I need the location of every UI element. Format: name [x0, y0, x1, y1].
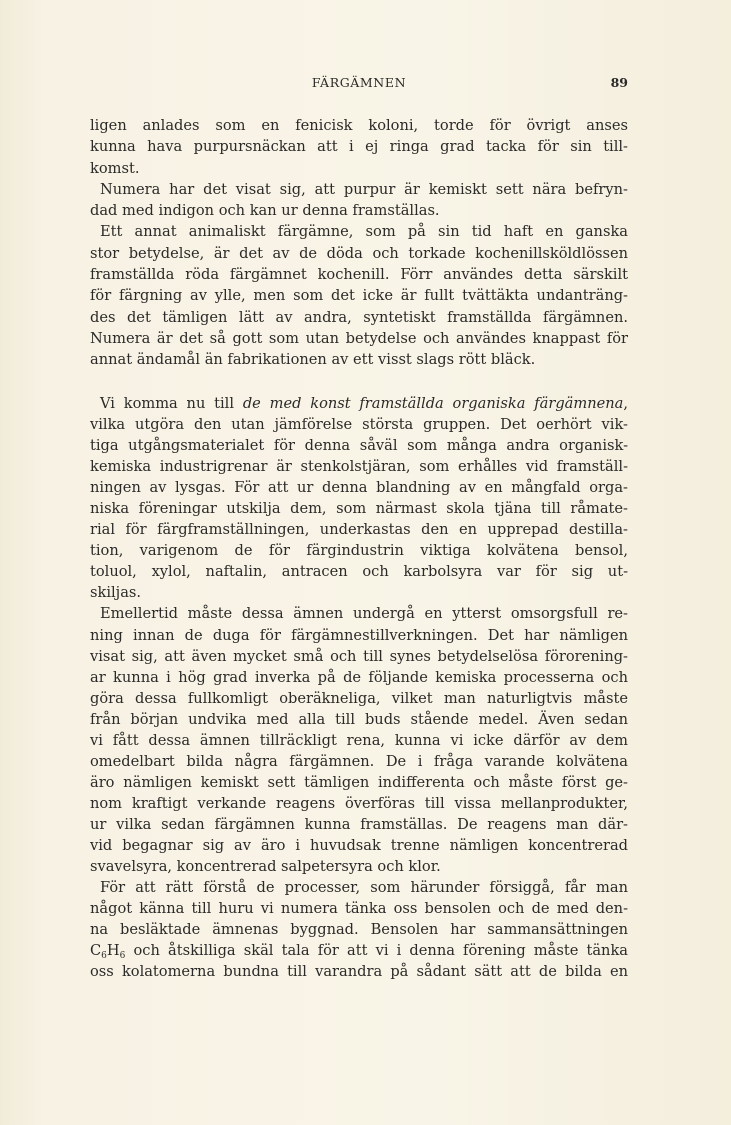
line-text: svavelsyra, koncentrerad salpetersyra och klor. [90, 858, 441, 876]
text-line [90, 667, 628, 688]
line-text: göra dessa fullkomligt oberäkneliga, vilket man naturligtvis måste [90, 689, 628, 707]
line-text: vid begagnar sig av äro i huvudsak trenne nämligen koncentrerad [90, 836, 628, 854]
line-text: Ett annat animaliskt färgämne, som på sin tid haft en ganska [100, 223, 628, 241]
text-line [90, 179, 628, 200]
text-line [90, 688, 628, 709]
text-line [90, 414, 628, 435]
line-text: toluol, xylol, naftalin, antracen och karbolsyra var för sig ut- [90, 563, 628, 581]
line-text: Emellertid måste dessa ämnen undergå en ytterst omsorgsfull re- [100, 605, 628, 623]
line-text: framställda röda färgämnet kochenill. Förr användes detta särskilt [90, 266, 628, 284]
text-line [90, 349, 628, 370]
text-line [90, 264, 628, 285]
line-text: för färgning av ylle, men som det icke är fullt tvättäkta undanträng- [90, 287, 628, 305]
line-text: H [106, 942, 120, 960]
text-line [90, 393, 628, 414]
text-line [90, 498, 628, 519]
text-line [90, 136, 628, 157]
subscript: 6 [101, 951, 107, 962]
line-text: dad med indigon och kan ur denna framställas. [90, 202, 440, 220]
line-text: Vi komma nu till [100, 395, 243, 412]
text-line [90, 625, 628, 646]
line-text: kunna hava purpursnäckan att i ej ringa grad tacka för sin till- [90, 138, 628, 156]
line-text: skiljas. [90, 584, 142, 602]
line-text: oss kolatomerna bundna till varandra på sådant sätt att de bilda en [90, 963, 628, 981]
line-text: och åtskilliga skäl tala för att vi i denna förening måste tänka [125, 942, 628, 960]
text-line [90, 919, 628, 940]
line-text: rial för färgframställningen, underkastas den en upprepad destilla- [90, 521, 628, 539]
line-text: niska föreningar utskilja dem, som närmast skola tjäna till råmate- [90, 500, 628, 518]
text-line [90, 519, 628, 540]
line-text: vilka utgöra den utan jämförelse största gruppen. Det oerhört vik- [90, 416, 628, 434]
line-text: kemiska industrigrenar är stenkolstjäran, som erhålles vid framställ- [90, 458, 628, 476]
text-line [90, 115, 628, 136]
emphasized-text: de med konst framställda organiska färgämnena [242, 395, 624, 412]
text-line [90, 856, 628, 877]
line-text: ar kunna i hög grad inverka på de följande kemiska processerna och [90, 668, 628, 686]
subscript: 6 [119, 951, 126, 962]
text-line [90, 540, 628, 561]
line-text: ur vilka sedan färgämnen kunna framställas. De reagens man där- [90, 815, 628, 833]
text-line [90, 877, 628, 898]
line-text: ligen anlades som en fenicisk koloni, torde för övrigt anses [90, 117, 628, 134]
text-line [90, 221, 628, 242]
text-line [90, 709, 628, 730]
text-block-2 [90, 393, 628, 982]
line-text: na besläktade ämnenas byggnad. Bensolen har sammansättningen [90, 921, 628, 939]
text-line [90, 646, 628, 667]
line-text: , [623, 395, 628, 412]
text-line [90, 814, 628, 835]
text-line [90, 561, 628, 582]
text-line [90, 582, 628, 603]
line-text: ningen av lysgas. För att ur denna blandning av en mångfald orga- [90, 479, 628, 497]
text-line [90, 477, 628, 498]
text-line [90, 961, 628, 982]
line-text: något känna till huru vi numera tänka oss bensolen och de med den- [90, 900, 628, 918]
page-number: 89 [610, 75, 628, 90]
text-line [90, 751, 628, 772]
line-text: annat ändamål än fabrikationen av ett visst slags rött bläck. [90, 351, 536, 369]
line-text: omedelbart bilda några färgämnen. De i fråga varande kolvätena [90, 752, 628, 770]
text-line [90, 158, 628, 179]
text-line [90, 730, 628, 751]
text-line [90, 200, 628, 221]
text-line [90, 898, 628, 919]
line-text: tion, varigenom de för färgindustrin viktiga kolvätena bensol, [90, 542, 628, 560]
line-text: C [90, 942, 102, 960]
text-line [90, 435, 628, 456]
line-text: Numera har det visat sig, att purpur är kemiskt sett nära befryn- [100, 180, 628, 198]
line-text: äro nämligen kemiskt sett tämligen indifferenta och måste först ge- [90, 773, 628, 791]
line-text: tiga utgångsmaterialet för denna såväl som många andra organisk- [90, 437, 628, 455]
text-line [90, 793, 628, 814]
text-line [90, 456, 628, 477]
text-line [90, 285, 628, 306]
chapter-title: FÄRGÄMNEN [311, 75, 407, 90]
text-line [90, 243, 628, 264]
text-line [90, 772, 628, 793]
text-line [90, 835, 628, 856]
line-text: komst. [90, 159, 140, 177]
text-line [90, 940, 628, 961]
line-text: från början undvika med alla till buds stående medel. Även sedan [90, 710, 628, 728]
running-header [90, 75, 628, 93]
text-line [90, 328, 628, 349]
text-line [90, 603, 628, 624]
line-text: För att rätt förstå de processer, som härunder försiggå, får man [100, 879, 628, 897]
text-block-1 [90, 115, 628, 371]
text-line [90, 307, 628, 328]
line-text: visat sig, att även mycket små och till synes betydelselösa förorening- [90, 647, 628, 665]
line-text: des det tämligen lätt av andra, syntetiskt framställda färgämnen. [90, 308, 628, 326]
line-text: nom kraftigt verkande reagens överföras till vissa mellanprodukter, [90, 794, 628, 812]
line-text: stor betydelse, är det av de döda och torkade kochenillsköldlössen [90, 244, 628, 262]
line-text: ning innan de duga för färgämnestillverkningen. Det har nämligen [90, 626, 628, 644]
line-text: vi fått dessa ämnen tillräckligt rena, kunna vi icke därför av dem [90, 731, 628, 749]
line-text: Numera är det så gott som utan betydelse och användes knappast för [90, 329, 628, 347]
